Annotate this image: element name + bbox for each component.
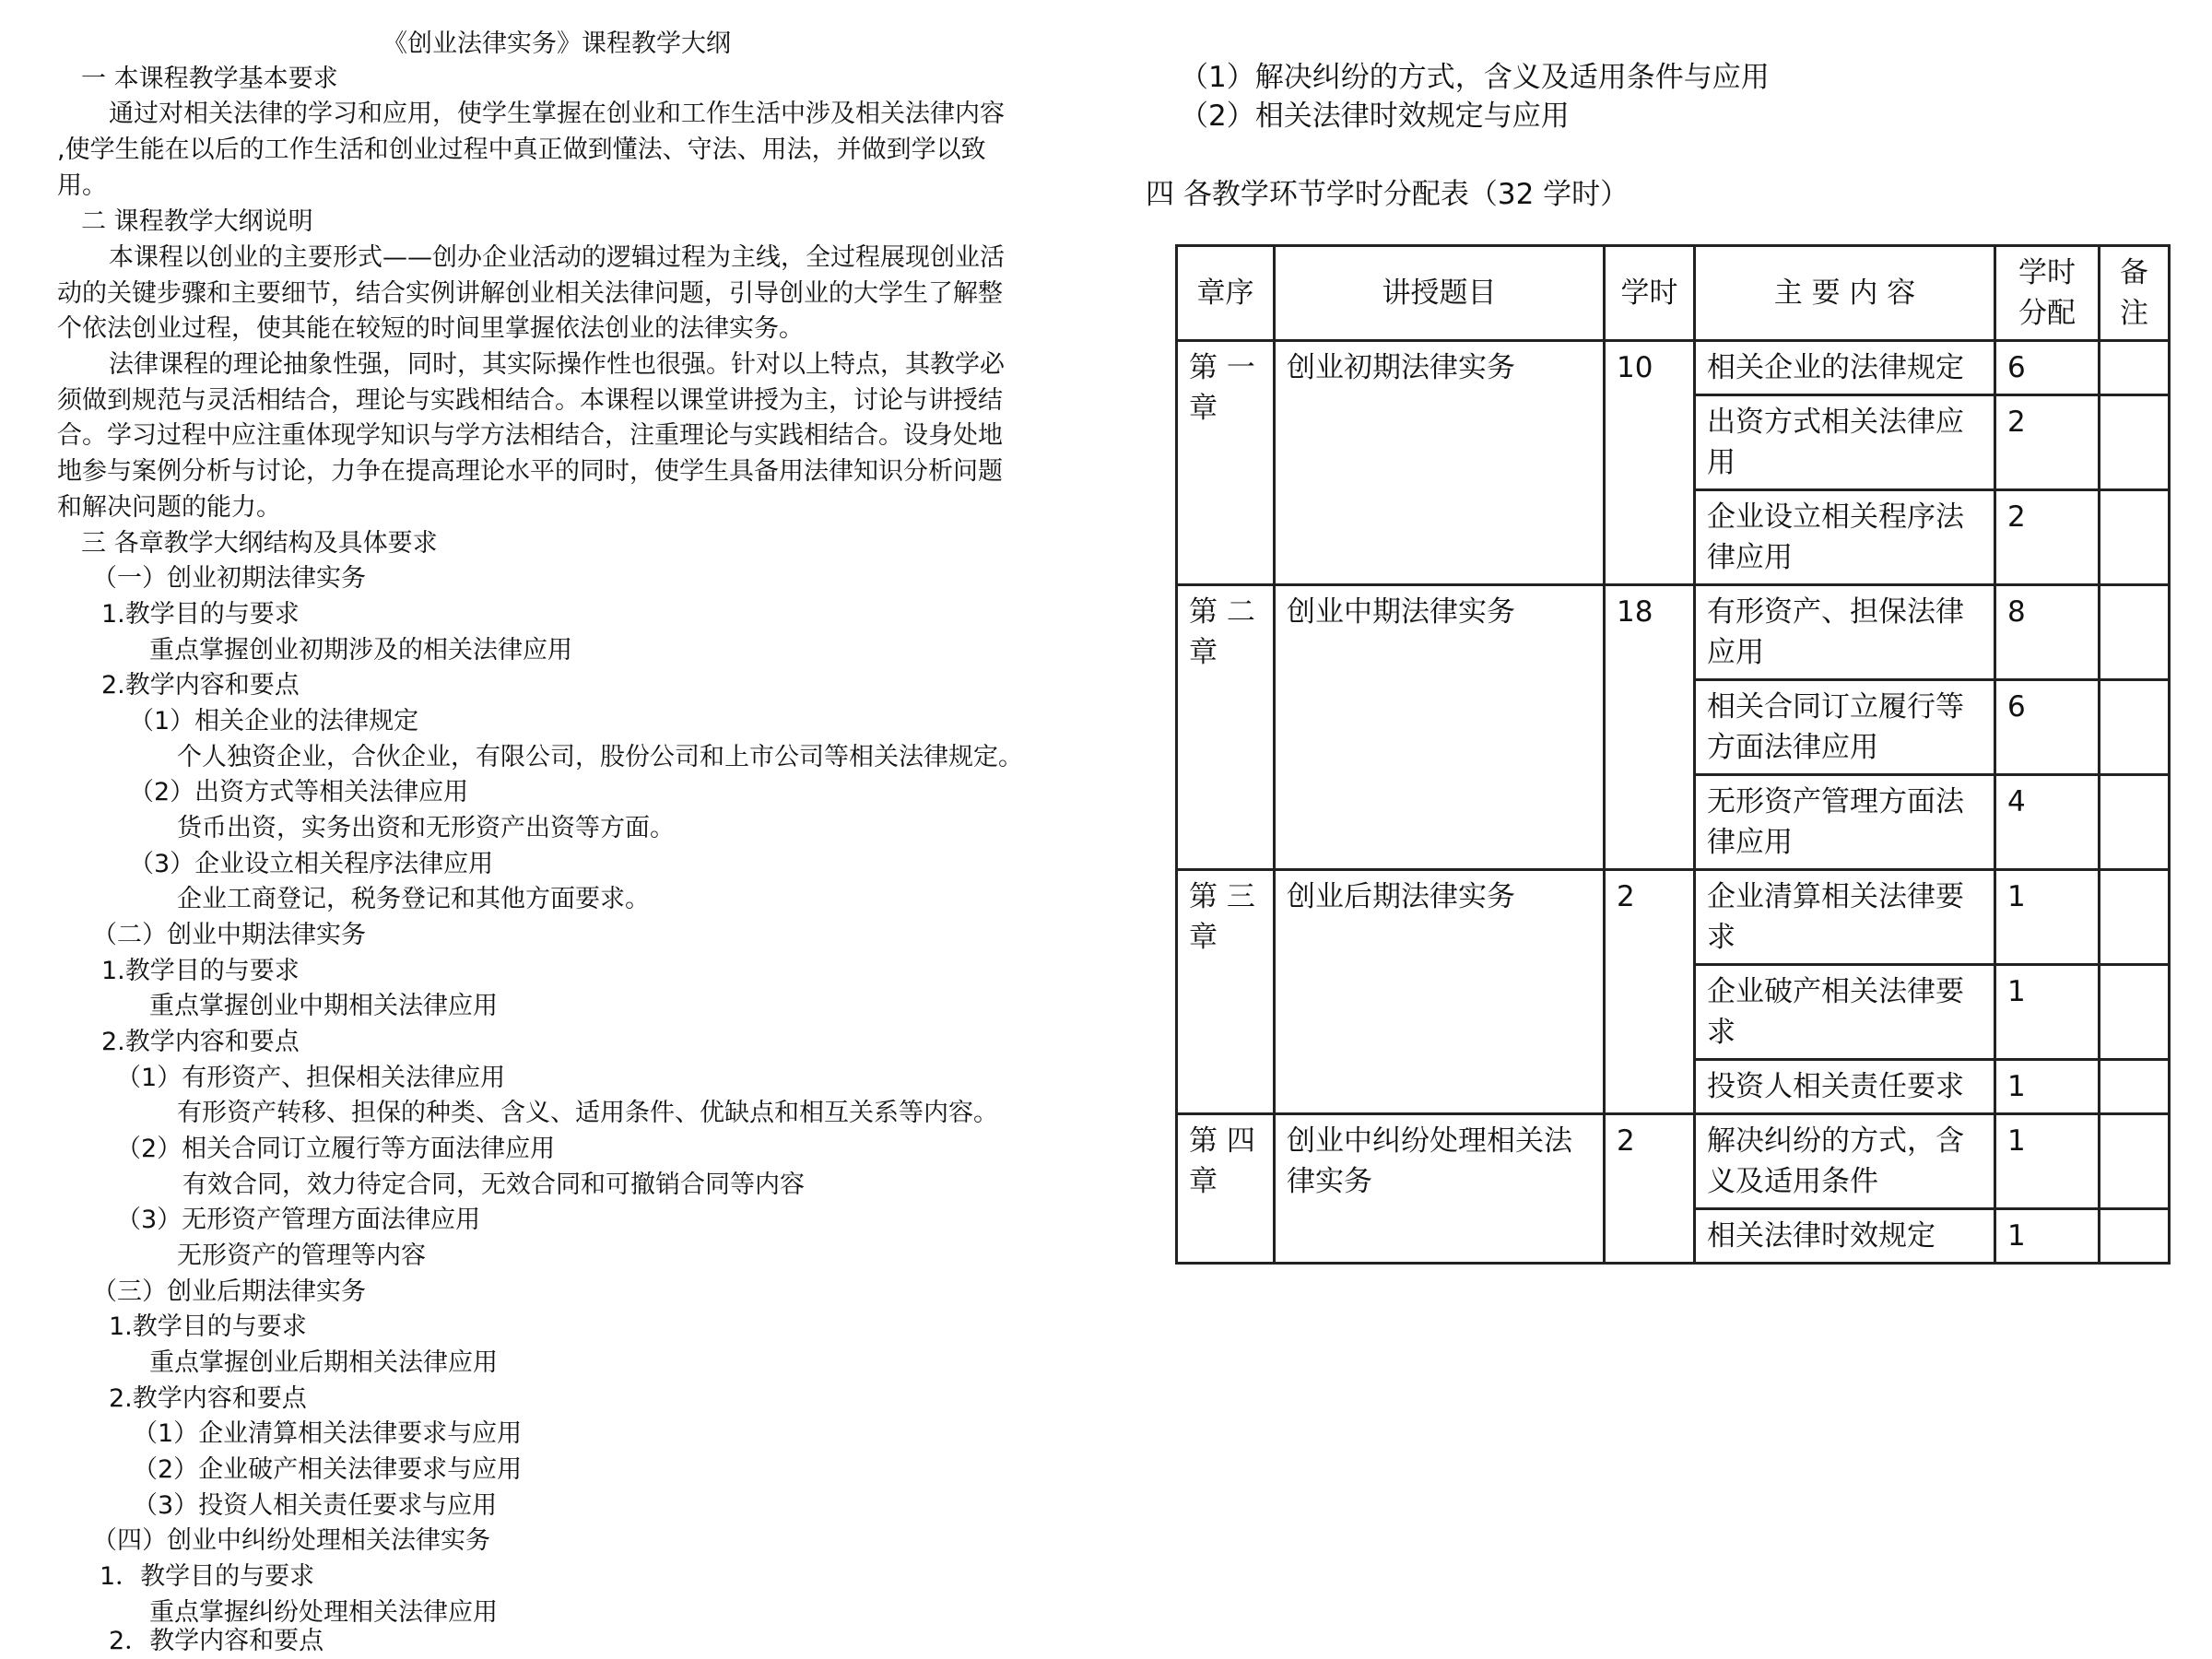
remark-cell	[2100, 775, 2170, 870]
section-heading: 三 各章教学大纲结构及具体要求	[81, 529, 438, 558]
body-line: 货币出资，实务出资和无形资产出资等方面。	[177, 814, 675, 842]
paragraph-line: 须做到规范与灵活相结合，理论与实践相结合。本课程以课堂讲授为主，讨论与讲授结	[57, 386, 1003, 415]
item-heading: （1）解决纠纷的方式，含义及适用条件与应用	[1180, 61, 1770, 94]
chapter-title-cell: 创业中期法律实务	[1275, 585, 1605, 870]
content-cell: 企业破产相关法律要求	[1695, 965, 1995, 1060]
chapter-seq-cell: 第 四 章	[1177, 1114, 1275, 1264]
body-line: 重点掌握创业后期相关法律应用	[149, 1348, 498, 1377]
content-cell: 投资人相关责任要求	[1695, 1060, 1995, 1114]
item-heading: （3）企业设立相关程序法律应用	[129, 850, 494, 878]
subheading: 2.教学内容和要点	[109, 1384, 307, 1413]
remark-cell	[2100, 680, 2170, 775]
subheading: 1．教学目的与要求	[100, 1562, 315, 1591]
table-row	[1177, 870, 2170, 965]
item-heading: （3）无形资产管理方面法律应用	[116, 1206, 481, 1234]
item-heading: （2）相关合同订立履行等方面法律应用	[116, 1135, 556, 1163]
subheading: 1.教学目的与要求	[101, 600, 300, 629]
chapter-seq-cell: 第 二 章	[1177, 585, 1275, 870]
subheading: 2.教学内容和要点	[101, 671, 300, 700]
chapter-seq-cell: 第 三 章	[1177, 870, 1275, 1114]
allocation-cell: 6	[1995, 680, 2100, 775]
table-row	[1177, 585, 2170, 680]
paragraph-line: 法律课程的理论抽象性强，同时，其实际操作性也很强。针对以上特点，其教学必	[109, 350, 1005, 379]
subheading: 2.教学内容和要点	[101, 1028, 300, 1056]
allocation-cell: 4	[1995, 775, 2100, 870]
content-cell: 出资方式相关法律应用	[1695, 395, 1995, 490]
item-heading: （1）有形资产、担保相关法律应用	[116, 1064, 506, 1092]
chapter-title-cell: 创业中纠纷处理相关法律实务	[1275, 1114, 1605, 1264]
body-line: 有形资产转移、担保的种类、含义、适用条件、优缺点和相互关系等内容。	[177, 1099, 998, 1127]
section-heading: 四 各教学环节学时分配表（32 学时）	[1146, 178, 1630, 211]
chapter-heading: （一）创业初期法律实务	[92, 564, 366, 593]
chapter-title-cell: 创业初期法律实务	[1275, 341, 1605, 585]
header-cell: 讲授题目	[1275, 246, 1605, 341]
body-line: 重点掌握纠纷处理相关法律应用	[149, 1598, 498, 1627]
header-cell: 章序	[1177, 246, 1275, 341]
paragraph-line: 通过对相关法律的学习和应用，使学生掌握在创业和工作生活中涉及相关法律内容	[109, 100, 1005, 128]
allocation-cell: 2	[1995, 395, 2100, 490]
section-heading: 一 本课程教学基本要求	[81, 65, 338, 93]
paragraph-line: ,使学生能在以后的工作生活和创业过程中真正做到懂法、守法、用法，并做到学以致	[57, 135, 986, 164]
header-cell: 主 要 内 容	[1695, 246, 1995, 341]
body-line: 企业工商登记，税务登记和其他方面要求。	[177, 885, 650, 913]
remark-cell	[2100, 341, 2170, 395]
item-heading: （1）相关企业的法律规定	[129, 707, 419, 735]
item-heading: （2）出资方式等相关法律应用	[129, 778, 469, 806]
table-row	[1177, 1114, 2170, 1209]
allocation-cell: 1	[1995, 1060, 2100, 1114]
body-line: 个人独资企业，合伙企业，有限公司，股份公司和上市公司等相关法律规定。	[177, 743, 1023, 771]
document-title: 《创业法律实务》课程教学大纲	[382, 29, 731, 58]
paragraph-line: 用。	[57, 171, 107, 200]
chapter-heading: （四）创业中纠纷处理相关法律实务	[92, 1526, 490, 1555]
subheading: 1.教学目的与要求	[101, 957, 300, 985]
allocation-cell: 2	[1995, 490, 2100, 585]
content-cell: 相关合同订立履行等方面法律应用	[1695, 680, 1995, 775]
content-cell: 相关法律时效规定	[1695, 1209, 1995, 1264]
header-cell: 学时	[1605, 246, 1695, 341]
chapter-hours-cell: 18	[1605, 585, 1695, 870]
body-line: 重点掌握创业初期涉及的相关法律应用	[149, 636, 572, 665]
chapter-heading: （二）创业中期法律实务	[92, 921, 366, 949]
item-heading: （2）相关法律时效规定与应用	[1180, 100, 1570, 133]
content-cell: 有形资产、担保法律应用	[1695, 585, 1995, 680]
remark-cell	[2100, 490, 2170, 585]
allocation-cell: 8	[1995, 585, 2100, 680]
body-line: 重点掌握创业中期相关法律应用	[149, 992, 498, 1020]
allocation-cell: 1	[1995, 1209, 2100, 1264]
chapter-heading: （三）创业后期法律实务	[92, 1277, 366, 1306]
chapter-title-cell: 创业后期法律实务	[1275, 870, 1605, 1114]
table-row	[1177, 341, 2170, 395]
item-heading: （3）投资人相关责任要求与应用	[133, 1491, 498, 1520]
chapter-seq-cell: 第 一 章	[1177, 341, 1275, 585]
allocation-cell: 1	[1995, 1114, 2100, 1209]
remark-cell	[2100, 1060, 2170, 1114]
paragraph-line: 个依法创业过程，使其能在较短的时间里掌握依法创业的法律实务。	[57, 314, 804, 343]
chapter-hours-cell: 2	[1605, 870, 1695, 1114]
hours-allocation-table	[1175, 244, 2171, 1265]
subheading: 2．教学内容和要点	[109, 1627, 324, 1655]
content-cell: 企业设立相关程序法律应用	[1695, 490, 1995, 585]
body-line: 无形资产的管理等内容	[177, 1241, 426, 1270]
allocation-cell: 1	[1995, 965, 2100, 1060]
content-cell: 解决纠纷的方式，含义及适用条件	[1695, 1114, 1995, 1209]
paragraph-line: 和解决问题的能力。	[57, 493, 281, 522]
allocation-cell: 1	[1995, 870, 2100, 965]
chapter-hours-cell: 10	[1605, 341, 1695, 585]
paragraph-line: 本课程以创业的主要形式——创办企业活动的逻辑过程为主线，全过程展现创业活	[109, 243, 1005, 272]
remark-cell	[2100, 870, 2170, 965]
remark-cell	[2100, 1114, 2170, 1209]
paragraph-line: 地参与案例分析与讨论，力争在提高理论水平的同时，使学生具备用法律知识分析问题	[57, 457, 1003, 486]
header-cell: 学时分配	[1995, 246, 2100, 341]
subheading: 1.教学目的与要求	[109, 1312, 307, 1341]
content-cell: 相关企业的法律规定	[1695, 341, 1995, 395]
remark-cell	[2100, 965, 2170, 1060]
allocation-cell: 6	[1995, 341, 2100, 395]
item-heading: （1）企业清算相关法律要求与应用	[133, 1419, 523, 1448]
paragraph-line: 合。学习过程中应注重体现学知识与学方法相结合，注重理论与实践相结合。设身处地	[57, 421, 1003, 450]
item-heading: （2）企业破产相关法律要求与应用	[133, 1455, 523, 1484]
remark-cell	[2100, 395, 2170, 490]
remark-cell	[2100, 1209, 2170, 1264]
content-cell: 企业清算相关法律要求	[1695, 870, 1995, 965]
remark-cell	[2100, 585, 2170, 680]
body-line: 有效合同，效力待定合同，无效合同和可撤销合同等内容	[182, 1171, 805, 1199]
content-cell: 无形资产管理方面法律应用	[1695, 775, 1995, 870]
header-cell: 备注	[2100, 246, 2170, 341]
paragraph-line: 动的关键步骤和主要细节，结合实例讲解创业相关法律问题，引导创业的大学生了解整	[57, 279, 1003, 308]
chapter-hours-cell: 2	[1605, 1114, 1695, 1264]
table-header-row	[1177, 246, 2170, 341]
section-heading: 二 课程教学大纲说明	[81, 207, 313, 236]
